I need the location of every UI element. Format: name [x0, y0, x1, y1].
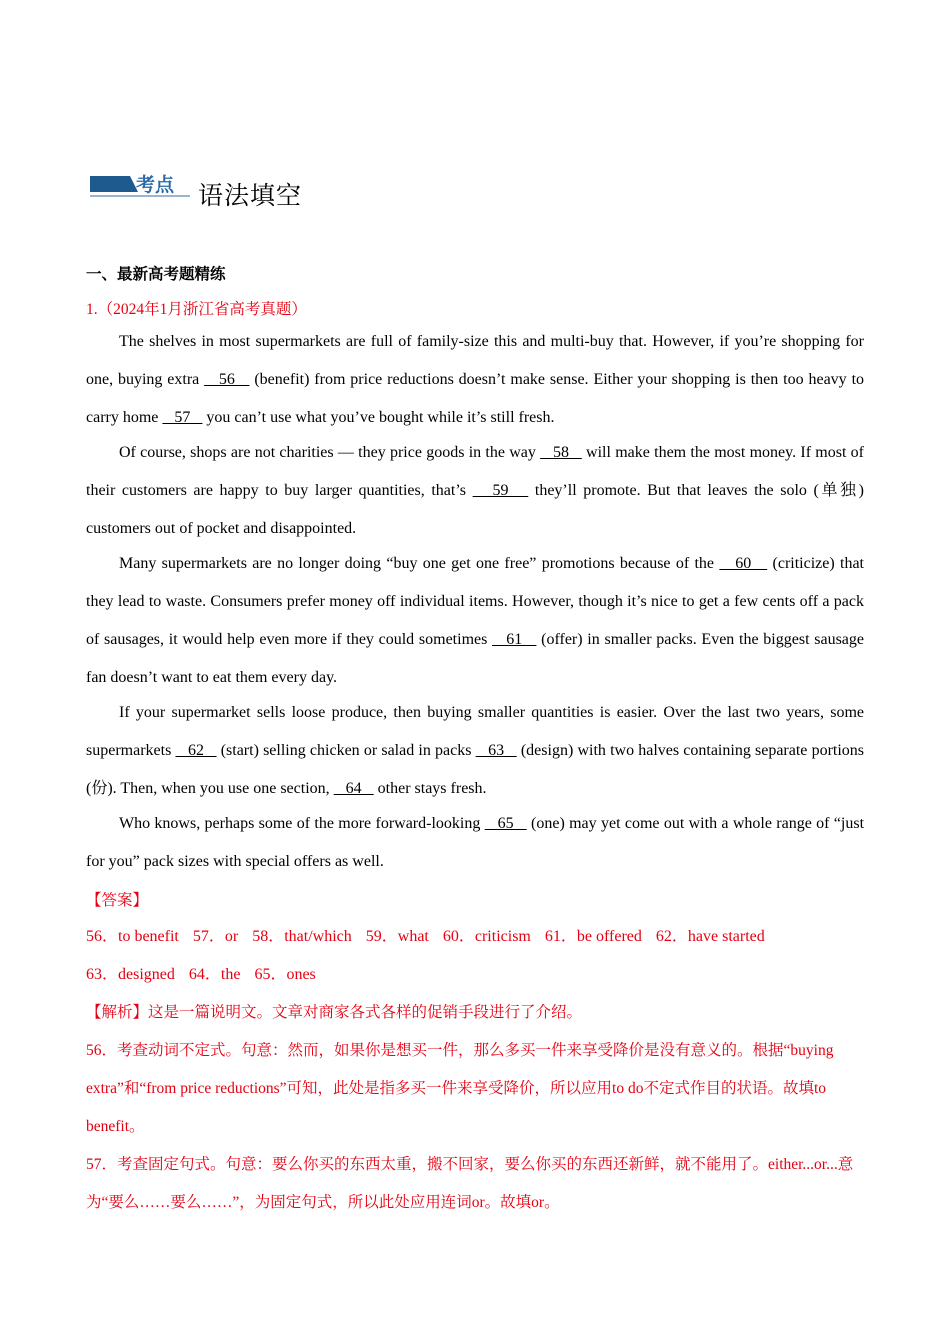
- blank-63: 63: [475, 742, 517, 759]
- passage-text: you can’t use what you’ve bought while it’s still fresh.: [202, 409, 555, 426]
- passage-paragraph: [86, 805, 864, 881]
- answer-item: 61．be offered: [544, 928, 642, 945]
- answer-section: [86, 882, 876, 1222]
- passage-paragraph: [86, 323, 864, 437]
- passage-text: The shelves in most supermarkets are full of family-size this and multi-buy that. However, if you’re shopping for one, buying extra: [86, 333, 864, 388]
- passage-text: (criticize) that they lead to waste. Consumers prefer money off individual items. However, though it’s nice to get a few cents off a pack of sausages, it would help even more if they could sometimes: [86, 555, 864, 648]
- answer-item: 60．criticism: [442, 928, 531, 945]
- section-title: 一、最新高考题精练: [86, 265, 226, 283]
- answer-item: 58．that/which: [252, 928, 352, 945]
- answer-item: 63．designed: [86, 966, 175, 983]
- passage-text: (start) selling chicken or salad in packs: [216, 742, 476, 759]
- passage-text: If your supermarket sells loose produce, then buying smaller quantities is easier. Over the last two years, some supermarkets: [86, 704, 864, 759]
- kaodian-badge-icon: [90, 172, 190, 198]
- passage-text: Who knows, perhaps some of the more forward-looking: [119, 815, 485, 832]
- passage: [86, 323, 864, 881]
- answer-label: 【答案】: [86, 891, 149, 909]
- blank-56: 56: [204, 371, 250, 388]
- blank-64: 64: [333, 780, 374, 797]
- badge-text: 考点: [136, 174, 175, 196]
- passage-text: other stays fresh.: [373, 780, 487, 797]
- answer-item: 57．or: [192, 928, 239, 945]
- answer-item: 64．the: [188, 966, 241, 983]
- passage-paragraph: [86, 545, 864, 697]
- passage-paragraph: [86, 434, 864, 548]
- answers-line-2: [86, 956, 876, 994]
- answer-item: 56．to benefit: [86, 928, 179, 945]
- passage-text: (design) with two halves containing separate portions (份). Then, when you use one section,: [86, 742, 865, 797]
- explanation-57: 57．考查固定句式。句意：要么你买的东西太重，搬不回家，要么你买的东西还新鲜，就不能用了。either...or...意为“要么……要么……”，为固定句式，所以此处应用连词or。故填or。: [86, 1156, 854, 1211]
- blank-61: 61: [492, 631, 537, 648]
- passage-text: (one) may yet come out with a whole range of “just for you” pack sizes with special offers as well.: [86, 815, 865, 870]
- passage-text: (benefit) from price reductions doesn’t make sense. Either your shopping is then too heavy to carry home: [86, 371, 865, 426]
- passage-text: (offer) in smaller packs. Even the biggest sausage fan doesn’t want to eat them every day.: [86, 631, 864, 686]
- answer-item: 62．have started: [655, 928, 765, 945]
- page-title: 语法填空: [198, 181, 303, 210]
- blank-58: 58: [540, 444, 582, 461]
- passage-text: Many supermarkets are no longer doing “buy one get one free” promotions because of the: [119, 555, 720, 572]
- answers-line-1: [86, 918, 876, 956]
- section-header: [90, 170, 490, 210]
- passage-text: Of course, shops are not charities — they price goods in the way: [119, 444, 541, 461]
- passage-text: they’ll promote. But that leaves the solo (单独) customers out of pocket and disappointed.: [86, 482, 864, 537]
- blank-59: 59: [472, 482, 529, 499]
- answer-item: 65．ones: [254, 966, 316, 983]
- passage-text: will make them the most money. If most of their customers are happy to buy larger quantities, that’s: [86, 444, 865, 499]
- blank-62: 62: [175, 742, 217, 759]
- blank-65: 65: [484, 815, 527, 832]
- blank-57: 57: [162, 409, 203, 426]
- answer-item: 59．what: [365, 928, 429, 945]
- question-title: 1.（2024年1月浙江省高考真题）: [86, 301, 307, 318]
- explanation-56: 56．考查动词不定式。句意：然而，如果你是想买一件，那么多买一件来享受降价是没有意义的。根据“buying extra”和“from price reductions”可知，此处是指多买一件来享受降价，所以应用to do不定式作目的状语。故填to benefit。: [86, 1042, 834, 1135]
- explanation-intro: 【解析】这是一篇说明文。文章对商家各式各样的促销手段进行了介绍。: [86, 1004, 583, 1021]
- blank-60: 60: [719, 555, 768, 572]
- passage-paragraph: [86, 694, 864, 808]
